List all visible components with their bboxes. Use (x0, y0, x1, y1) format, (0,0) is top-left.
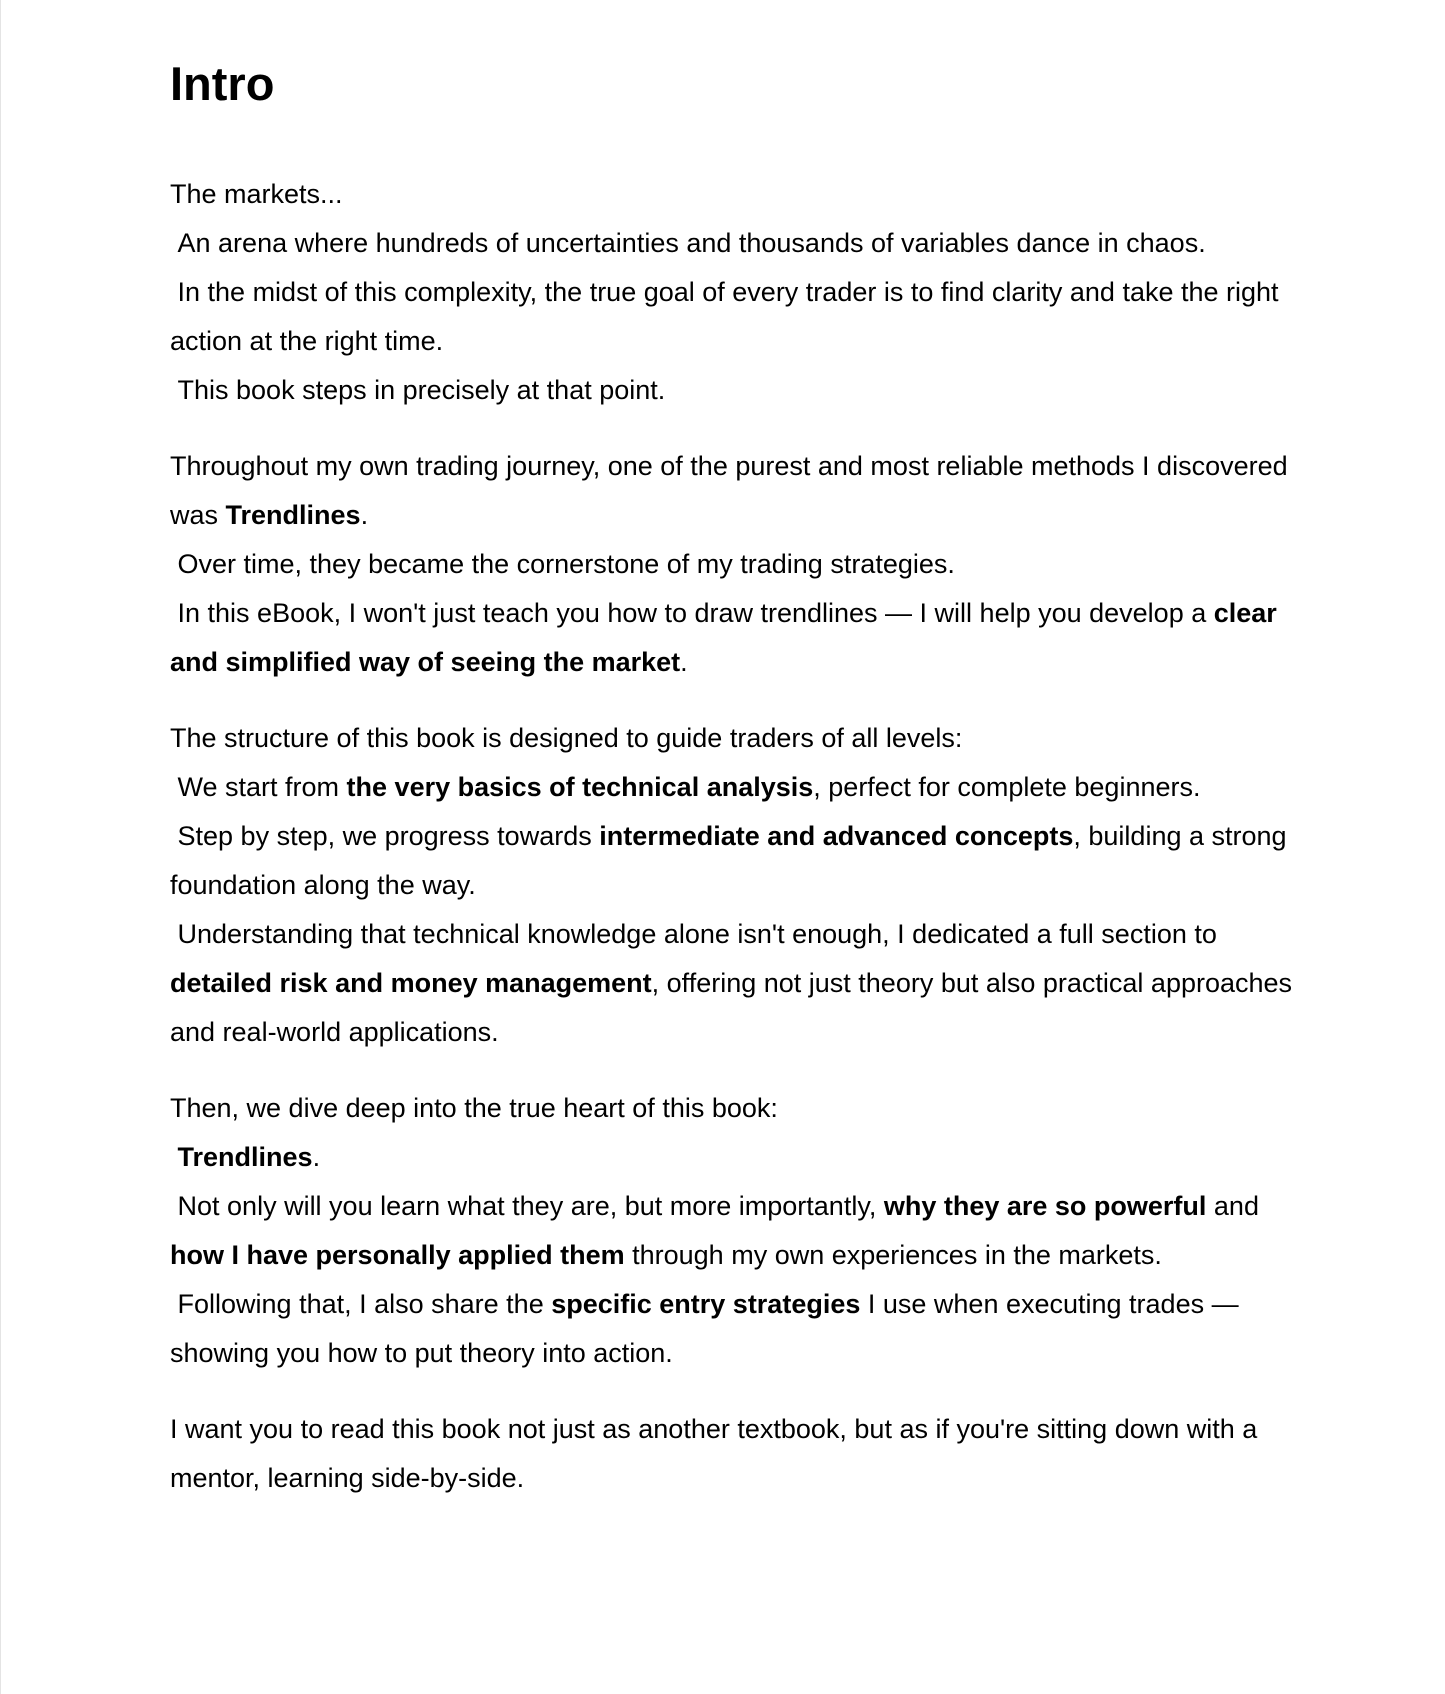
text-run: Following that, I also share the (170, 1289, 552, 1319)
text-run: Step by step, we progress towards (170, 821, 600, 851)
text-run: I use when executing trades — showing you how to put theory into action. (170, 1289, 1247, 1368)
bold-text: intermediate and advanced concepts (599, 821, 1074, 851)
page-title: Intro (170, 57, 275, 110)
bold-text: the very basics of technical analysis (346, 772, 814, 802)
text-line: Then, we dive deep into the true heart of this book: (170, 1093, 778, 1123)
text-run: through my own experiences in the markets. (624, 1240, 1162, 1270)
text-line: I want you to read this book not just as another textbook, but as if you're sitting down with a mentor, learning side-by-side. (170, 1414, 1265, 1493)
page-edge (0, 0, 1, 1694)
text-run: , offering not just theory but also practical approaches and real-world applications. (170, 968, 1300, 1047)
text-run: Throughout my own trading journey, one of the purest and most reliable methods I discovered was (170, 451, 1296, 530)
text-line: An arena where hundreds of uncertainties and thousands of variables dance in chaos. (170, 228, 1206, 258)
text-line (170, 763, 1310, 812)
text-run: In this eBook, I won't just teach you how to draw trendlines — I will help you develop a (170, 598, 1214, 628)
text-line (170, 1133, 1310, 1182)
bold-text: why they are so powerful (883, 1191, 1207, 1221)
bold-text: detailed risk and money management (170, 968, 652, 998)
text-run: Not only will you learn what they are, but more importantly, (170, 1191, 884, 1221)
text-run: , perfect for complete beginners. (813, 772, 1201, 802)
text-run: . (360, 500, 369, 530)
text-run: . (312, 1142, 321, 1172)
text-line: The markets... (170, 179, 343, 209)
paragraph-journey (170, 442, 1310, 687)
paragraph-structure (170, 714, 1310, 1057)
bold-text: Trendlines (177, 1142, 313, 1172)
bold-text: specific entry strategies (551, 1289, 861, 1319)
text-line (170, 812, 1310, 910)
text-line (170, 910, 1310, 1057)
bold-text: how I have personally applied them (170, 1240, 625, 1270)
text-line: This book steps in precisely at that point. (170, 375, 666, 405)
text-line (170, 1280, 1310, 1378)
paragraph-mentor (170, 1405, 1310, 1503)
document-body (170, 48, 1310, 1530)
text-run: . (680, 647, 688, 677)
text-line: The structure of this book is designed to guide traders of all levels: (170, 723, 963, 753)
text-line (170, 442, 1310, 540)
text-run: , building a strong foundation along the way. (170, 821, 1295, 900)
paragraph-markets (170, 170, 1310, 415)
bold-text: Trendlines (225, 500, 361, 530)
bold-text: clear and simplified way of seeing the market (170, 598, 1285, 677)
text-line (170, 1182, 1310, 1280)
text-run: We start from (170, 772, 347, 802)
text-line (170, 589, 1310, 687)
text-run: and (1206, 1191, 1267, 1221)
paragraph-heart (170, 1084, 1310, 1378)
text-line: In the midst of this complexity, the true goal of every trader is to find clarity and take the right action at the right time. (170, 277, 1287, 356)
text-run: Understanding that technical knowledge alone isn't enough, I dedicated a full section to (170, 919, 1225, 949)
text-line: Over time, they became the cornerstone of my trading strategies. (170, 549, 955, 579)
text-run (170, 1142, 178, 1172)
